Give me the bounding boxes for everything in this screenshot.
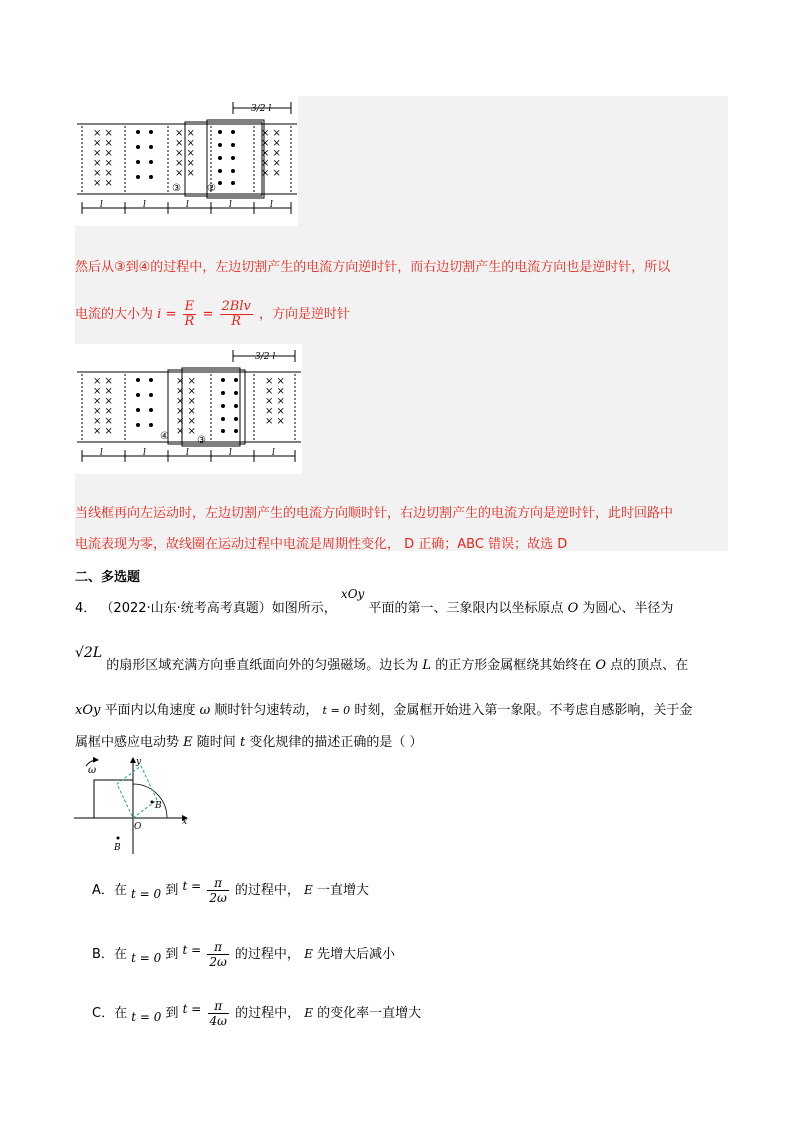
svg-text:× ×: × ×	[175, 158, 195, 169]
figure-3	[72, 756, 192, 856]
para2-prefix: 电流的大小为	[75, 307, 154, 322]
svg-text:× ×: × ×	[175, 138, 195, 149]
plane-symbol: xOy	[340, 587, 365, 601]
svg-text:× ×: × ×	[261, 148, 281, 159]
segment-label: l	[229, 200, 232, 210]
x-axis-label: x	[182, 817, 188, 827]
fraction-denominator: 2ω	[209, 955, 227, 969]
fraction-numerator: E	[183, 300, 197, 315]
svg-text:× ×: × ×	[93, 376, 113, 387]
fraction-denominator: 2ω	[209, 891, 227, 905]
circle-label-b: ③	[197, 435, 206, 446]
segment-label: l	[100, 200, 103, 210]
t-lhs: t =	[182, 943, 202, 957]
circle-label-a: ④	[160, 431, 169, 442]
option-c[interactable]	[92, 999, 421, 1028]
emf-symbol: E	[183, 735, 193, 750]
solution-paragraph-2	[75, 300, 350, 329]
svg-text:× ×: × ×	[176, 376, 196, 387]
svg-text:× ×: × ×	[93, 138, 113, 149]
t-lhs: t =	[182, 1002, 202, 1016]
question-text: 变化规律的描述正确的是（ ）	[249, 735, 423, 750]
figure-1-svg	[75, 96, 298, 226]
svg-text:× ×: × ×	[176, 406, 196, 417]
fraction-e-over-r	[183, 300, 197, 329]
question-line-1	[75, 587, 674, 616]
svg-text:× ×: × ×	[176, 386, 196, 397]
segment-label: l	[143, 448, 146, 458]
svg-text:× ×: × ×	[93, 128, 113, 139]
svg-text:× ×: × ×	[93, 416, 113, 427]
field-label-b-lower: B	[114, 843, 121, 853]
question-line-3	[75, 699, 692, 718]
segment-label: l	[143, 200, 146, 210]
option-tail: 一直增大	[316, 883, 369, 898]
question-text: 顺时针匀速转动，	[214, 703, 319, 718]
field-label-b-upper: B	[155, 801, 162, 811]
option-letter: B．在	[92, 947, 127, 962]
t-start: t = 0	[131, 1010, 162, 1024]
emf-symbol: E	[304, 883, 313, 897]
segment-label: l	[272, 448, 275, 458]
segment-label: l	[229, 448, 232, 458]
solution-paragraph-3: 当线框再向左运动时，左边切割产生的电流方向顺时针，右边切割产生的电流方向是逆时针，此时回路中	[75, 506, 674, 521]
solution-paragraph-1: 然后从③到④的过程中，左边切割产生的电流方向逆时针，而右边切割产生的电流方向也是逆时针，所以	[75, 260, 671, 275]
fraction-denominator: 4ω	[209, 1014, 227, 1028]
option-tail: 先增大后减小	[316, 947, 395, 962]
option-text: 的过程中，	[234, 947, 300, 962]
svg-text:× ×: × ×	[265, 406, 285, 417]
emf-symbol: E	[304, 1006, 313, 1020]
plane-symbol: xOy	[75, 703, 101, 718]
option-fraction	[208, 999, 229, 1028]
solution-paragraph-4: 电流表现为零，故线圈在运动过程中电流是周期性变化， D 正确；ABC 错误；故选 D	[75, 537, 568, 552]
section-title: 二、多选题	[75, 570, 141, 585]
option-letter: C．在	[92, 1006, 128, 1021]
origin-symbol: O	[567, 601, 579, 616]
svg-text:× ×: × ×	[93, 396, 113, 407]
fraction-numerator: 2Blv	[221, 299, 251, 314]
segment-label: l	[186, 448, 189, 458]
fraction-denominator: R	[231, 314, 242, 329]
emf-symbol: E	[304, 947, 313, 961]
fraction-numerator: π	[207, 876, 228, 891]
fraction-numerator: π	[207, 940, 228, 955]
fraction-denominator: R	[184, 314, 195, 329]
svg-text:× ×: × ×	[93, 426, 113, 437]
figure-1	[75, 96, 298, 226]
segment-label: l	[270, 200, 273, 210]
omega-label: ω	[88, 765, 97, 776]
circle-label-a: ③	[172, 183, 181, 194]
question-text: 平面的第一、三象限内以坐标原点	[368, 601, 564, 616]
svg-text:× ×: × ×	[93, 386, 113, 397]
y-axis-label: y	[136, 757, 142, 767]
svg-text:× ×: × ×	[261, 138, 281, 149]
equals-sign: =	[202, 307, 214, 322]
svg-text:× ×: × ×	[175, 148, 195, 159]
t-start: t = 0	[131, 887, 162, 901]
figure-2	[75, 344, 302, 474]
question-text: 随时间	[196, 735, 236, 750]
svg-text:× ×: × ×	[261, 158, 281, 169]
option-to: 到	[165, 947, 179, 962]
option-b[interactable]	[92, 940, 395, 969]
question-text: 的扇形区域充满方向垂直纸面向外的匀强磁场。边长为	[106, 658, 419, 673]
option-to: 到	[165, 1006, 179, 1021]
svg-text:× ×: × ×	[93, 178, 113, 189]
segment-label: l	[186, 200, 189, 210]
question-source: （2022·山东·统考高考真题）如图所示，	[100, 601, 337, 616]
origin-label: O	[134, 822, 142, 832]
svg-text:× ×: × ×	[265, 416, 285, 427]
figure-3-svg	[72, 756, 192, 856]
option-to: 到	[165, 883, 179, 898]
svg-text:× ×: × ×	[265, 376, 285, 387]
rotated-square-frame	[117, 766, 157, 818]
time-zero: t = 0	[322, 704, 351, 717]
top-dimension-label: 3/2 l	[251, 104, 272, 114]
radius-symbol: √2L	[75, 645, 103, 661]
svg-text:× ×: × ×	[175, 128, 195, 139]
option-tail: 的变化率一直增大	[317, 1006, 422, 1021]
svg-text:× ×: × ×	[261, 128, 281, 139]
para2-suffix: ，方向是逆时针	[258, 307, 350, 322]
t-start: t = 0	[131, 951, 162, 965]
svg-text:× ×: × ×	[261, 168, 281, 179]
option-text: 的过程中，	[235, 1006, 301, 1021]
svg-text:× ×: × ×	[176, 396, 196, 407]
question-line-4	[75, 731, 422, 750]
option-fraction	[207, 940, 228, 969]
question-text: 平面内以角速度	[104, 703, 196, 718]
question-text: 为圆心、半径为	[582, 601, 674, 616]
current-symbol: i	[157, 307, 162, 322]
svg-text:× ×: × ×	[175, 168, 195, 179]
svg-text:× ×: × ×	[265, 396, 285, 407]
option-letter: A．在	[92, 883, 127, 898]
top-dimension-label: 3/2 l	[255, 352, 276, 362]
question-line-2	[75, 645, 689, 673]
question-text: 的正方形金属框绕其始终在	[435, 658, 592, 673]
side-length-symbol: L	[422, 658, 432, 673]
time-symbol: t	[239, 735, 246, 750]
svg-text:× ×: × ×	[176, 416, 196, 427]
question-text: 点的顶点、在	[610, 658, 689, 673]
t-lhs: t =	[182, 879, 202, 893]
fraction-numerator: π	[208, 999, 229, 1014]
svg-text:× ×: × ×	[176, 426, 196, 437]
option-a[interactable]	[92, 876, 369, 905]
svg-text:× ×: × ×	[93, 406, 113, 417]
figure-2-svg	[75, 344, 302, 474]
fraction-2blv-over-r	[220, 300, 253, 329]
svg-text:× ×: × ×	[93, 158, 113, 169]
equals-sign: =	[165, 307, 177, 322]
option-text: 的过程中，	[234, 883, 300, 898]
svg-text:× ×: × ×	[93, 148, 113, 159]
origin-symbol: O	[595, 658, 607, 673]
question-text: 属框中感应电动势	[75, 735, 180, 750]
circle-label-b: ②	[207, 183, 216, 194]
svg-text:× ×: × ×	[93, 168, 113, 179]
option-fraction	[207, 876, 228, 905]
solution-panel	[75, 96, 728, 551]
question-number: 4．	[75, 601, 97, 616]
square-frame	[94, 780, 133, 818]
svg-text:× ×: × ×	[265, 386, 285, 397]
omega-symbol: ω	[199, 703, 211, 718]
segment-label: l	[100, 448, 103, 458]
question-text: 时刻，金属框开始进入第一象限。不考虑自感影响，关于金	[354, 703, 693, 718]
